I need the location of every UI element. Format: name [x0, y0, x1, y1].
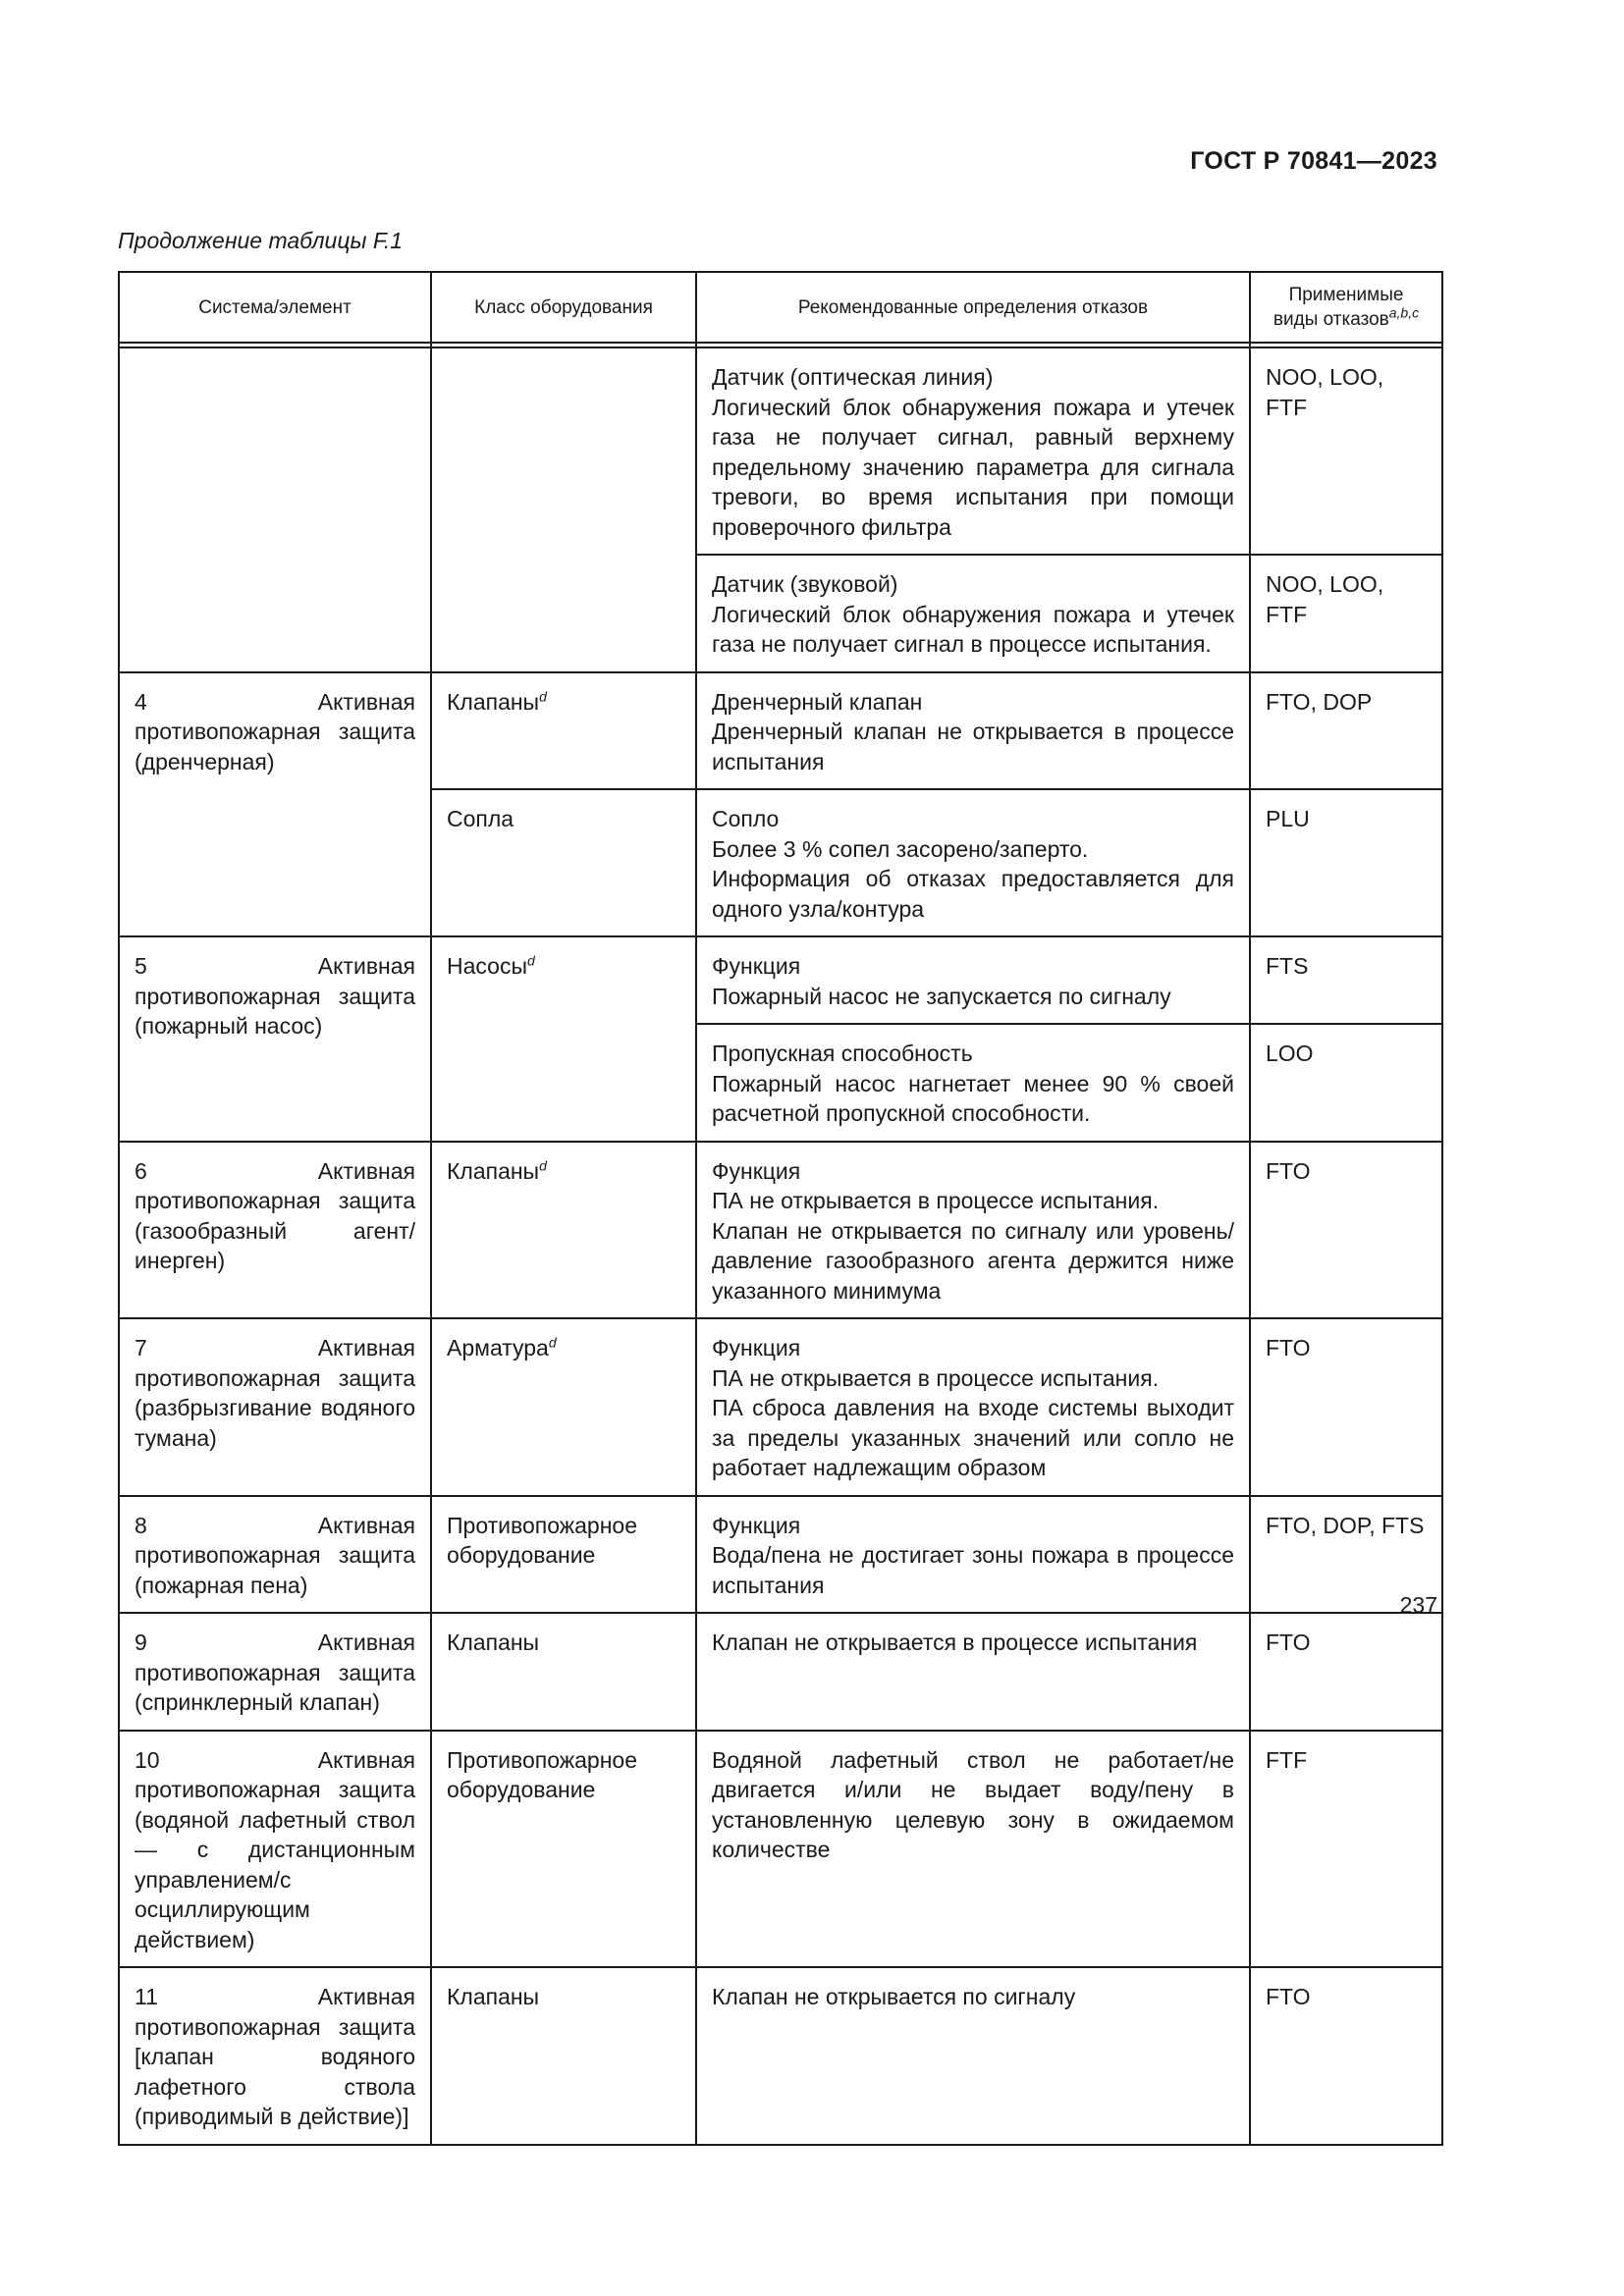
equipment-class-cell — [431, 1142, 696, 1319]
failure-modes-cell: FTF — [1250, 1731, 1442, 1968]
equipment-class-text: Клапаны — [447, 1157, 540, 1184]
definition-text: Водяной лафетный ствол не работает/не двигается и/или не выдает воду/пену в установленную целевую зону в ожидаемом количестве — [712, 1746, 1234, 1862]
definition-title: Сопло — [712, 806, 780, 831]
definition-cell — [696, 1613, 1250, 1731]
equipment-class-cell: Противопожарное оборудование — [431, 1496, 696, 1614]
definition-title: Датчик (оптическая линия) — [712, 364, 994, 390]
failure-modes-cell: NOO, LOO, FTF — [1250, 555, 1442, 672]
definition-cell — [696, 672, 1250, 790]
table-header — [119, 272, 1442, 347]
definition-cell — [696, 1318, 1250, 1496]
footnote-mark: d — [539, 1156, 547, 1173]
equipment-class-cell — [431, 672, 696, 790]
table-row — [119, 1731, 1442, 1968]
definition-cell — [696, 936, 1250, 1024]
definition-title: Функция — [712, 1157, 801, 1184]
equipment-class-cell: Клапаны — [431, 1967, 696, 2145]
equipment-class-text: Клапаны — [447, 688, 540, 715]
definition-cell — [696, 789, 1250, 936]
system-cell: 4 Активная противопожарная защита (дренчерная) — [119, 672, 431, 937]
failure-modes-cell: FTO, DOP — [1250, 672, 1442, 790]
system-cell: 7 Активная противопожарная защита (разбрызгивание водяного тумана) — [119, 1318, 431, 1496]
equipment-class-cell: Клапаны — [431, 1613, 696, 1731]
table-row — [119, 347, 1442, 555]
definition-text-2: Клапан не открывается по сигналу или уровень/давление газообразного агента держится ниже указанного минимума — [712, 1217, 1234, 1304]
definition-text-2: ПА сброса давления на входе системы выходит за пределы указанных значений или сопло не работает надлежащим образом — [712, 1395, 1234, 1480]
system-cell: 9 Активная противопожарная защита (спринклерный клапан) — [119, 1613, 431, 1731]
definition-text: Логический блок обнаружения пожара и утечек газа не получает сигнал в процессе испытания. — [712, 601, 1234, 657]
system-cell: 5 Активная противопожарная защита (пожарный насос) — [119, 936, 431, 1142]
table-row — [119, 1496, 1442, 1614]
document-code: ГОСТ Р 70841—2023 — [1190, 147, 1437, 175]
header-equipment-class: Класс оборудования — [431, 272, 696, 343]
header-system: Система/элемент — [119, 272, 431, 343]
table-body — [119, 347, 1442, 2145]
definition-text: Пожарный насос не запускается по сигналу — [712, 983, 1171, 1009]
failure-modes-cell: FTO — [1250, 1967, 1442, 2145]
definition-cell — [696, 1142, 1250, 1319]
table-row — [119, 936, 1442, 1024]
definition-cell — [696, 1024, 1250, 1142]
failure-modes-cell: FTO, DOP, FTS — [1250, 1496, 1442, 1614]
footnote-mark: d — [539, 687, 547, 704]
table-row — [119, 1613, 1442, 1731]
definition-text: Клапан не открывается по сигналу — [712, 1984, 1076, 2009]
failure-modes-cell: FTO — [1250, 1142, 1442, 1319]
header-footnote-marks: a,b,c — [1388, 304, 1420, 321]
page-number: 237 — [1399, 1592, 1437, 1618]
equipment-class-cell — [431, 347, 696, 672]
equipment-class-text: Насосы — [447, 953, 527, 979]
header-failure-definitions: Рекомендованные определения отказов — [696, 272, 1250, 343]
definition-text: ПА не открывается в процессе испытания. — [712, 1364, 1160, 1391]
table-row — [119, 1318, 1442, 1496]
failure-modes-cell: LOO — [1250, 1024, 1442, 1142]
system-cell: 8 Активная противопожарная защита (пожарная пена) — [119, 1496, 431, 1614]
footnote-mark: d — [548, 1334, 557, 1351]
failure-modes-cell: NOO, LOO, FTF — [1250, 347, 1442, 555]
equipment-class-cell: Противопожарное оборудование — [431, 1731, 696, 1968]
failure-modes-cell: PLU — [1250, 789, 1442, 936]
failure-modes-cell: FTO — [1250, 1613, 1442, 1731]
definition-cell — [696, 1967, 1250, 2145]
definition-text: Клапан не открывается в процессе испытания — [712, 1629, 1198, 1655]
failure-modes-cell: FTS — [1250, 936, 1442, 1024]
system-cell: 6 Активная противопожарная защита (газообразный агент/инерген) — [119, 1142, 431, 1319]
header-failure-modes-line1: Применимые — [1288, 285, 1404, 305]
definition-text: Логический блок обнаружения пожара и утечек газа не получает сигнал, равный верхнему предельному значению параметра для сигнала тревоги, во время испытания при помощи проверочного фильтра — [712, 394, 1234, 540]
failure-modes-table — [118, 271, 1443, 2146]
table-row — [119, 1967, 1442, 2145]
definition-title: Пропускная способность — [712, 1041, 973, 1066]
header-failure-modes-line2: виды отказов — [1272, 309, 1389, 330]
definition-cell — [696, 1496, 1250, 1614]
definition-text: Вода/пена не достигает зоны пожара в процессе испытания — [712, 1542, 1234, 1598]
equipment-class-text: Арматура — [447, 1335, 549, 1361]
system-cell: 10 Активная противопожарная защита (водяной лафетный ствол — с дистанционным управлением/с осциллирующим действием) — [119, 1731, 431, 1968]
system-cell: 11 Активная противопожарная защита [клапан водяного лафетного ствола (приводимый в действие)] — [119, 1967, 431, 2145]
equipment-class-cell: Сопла — [431, 789, 696, 936]
definition-text: Пожарный насос нагнетает менее 90 % своей расчетной пропускной способности. — [712, 1070, 1234, 1126]
definition-cell — [696, 347, 1250, 555]
table-row — [119, 1142, 1442, 1319]
header-failure-modes — [1250, 272, 1442, 343]
definition-title: Функция — [712, 953, 801, 979]
definition-text: ПА не открывается в процессе испытания. — [712, 1188, 1160, 1213]
system-cell — [119, 347, 431, 672]
definition-title: Дренчерный клапан — [712, 688, 923, 715]
footnote-mark: d — [526, 952, 535, 969]
equipment-class-cell — [431, 1318, 696, 1496]
definition-text: Дренчерный клапан не открывается в процессе испытания — [712, 719, 1234, 774]
definition-title: Функция — [712, 1512, 801, 1538]
definition-title: Датчик (звуковой) — [712, 571, 898, 597]
table-caption: Продолжение таблицы F.1 — [118, 228, 404, 253]
definition-title: Функция — [712, 1335, 801, 1361]
equipment-class-cell — [431, 936, 696, 1142]
definition-cell — [696, 1731, 1250, 1968]
definition-cell — [696, 555, 1250, 672]
table-row — [119, 672, 1442, 790]
definition-text-2: Информация об отказах предоставляется для одного узла/контура — [712, 866, 1234, 922]
failure-modes-cell: FTO — [1250, 1318, 1442, 1496]
definition-text: Более 3 % сопел засорено/заперто. — [712, 835, 1089, 862]
